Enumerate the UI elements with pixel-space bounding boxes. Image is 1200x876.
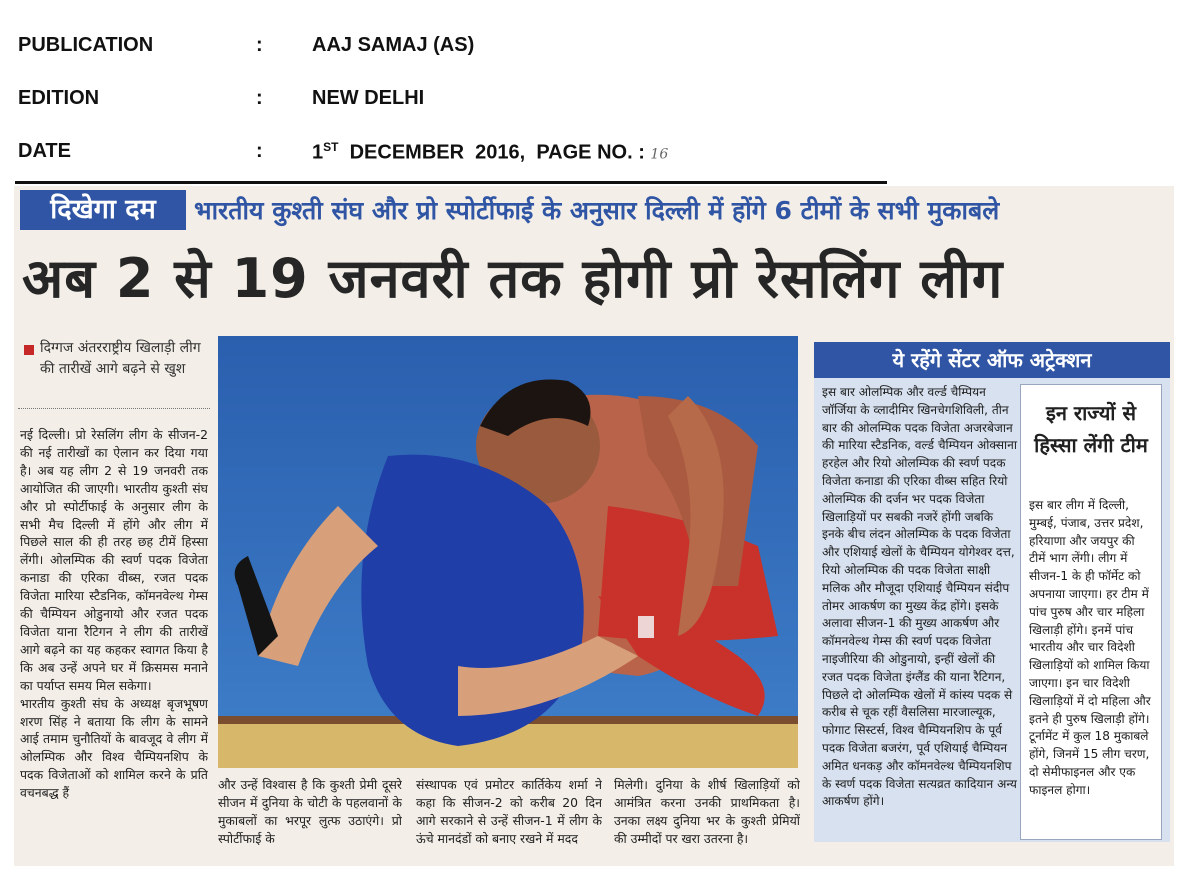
separator: : xyxy=(256,87,263,109)
date-day: 1 xyxy=(312,141,324,164)
newspaper-clipping xyxy=(14,186,1174,866)
dotted-divider xyxy=(18,408,210,409)
edition-value: NEW DELHI xyxy=(312,87,425,109)
states-box xyxy=(1020,384,1162,840)
highlight-bullet xyxy=(24,338,210,400)
edition-label: EDITION xyxy=(18,87,100,109)
body-column-1: नई दिल्ली। प्रो रेसलिंग लीग के सीजन-2 की नई तारीखों का ऐलान कर दिया गया है। अब यह लीग 2 से 19 जनवरी तक आयोजित की जाएगी। भारतीय कुश्ती संघ और प्रो स्पोर्टीफाई के अनुसार लीग के सभी मैच दिल्ली में होंगे और लीग में पिछले साल की ही तरह छह टीमें हिस्सा लेंगी। ओलम्पिक की स्वर्ण पदक विजेता कनाडा की एरिका वीब्स, रजत पदक विजेता मारिया स्टैडनिक, कॉमनवेल्थ गेम्स की चैम्पियन ओडुनायो और रजत पदक विजेता याना रैटिगन ने लीग की तारीखें आगे बढ़ने का यह कहकर स्वागत किया है कि अब उन्हें अपने घर में क्रिसमस मनाने का पर्याप्त समय मिल सकेगा। भारतीय कुश्ती संघ के अध्यक्ष बृजभूषण शरण सिंह ने बताया कि लीग के सामने आई तमाम चुनौतियों के बावजूद वे लीग में ओलम्पिक और विश्व चैम्पियनशिप के पदक विजेताओं को शामिल करने के प्रति वचनबद्ध हैं xyxy=(20,427,208,801)
attraction-sidebar xyxy=(814,342,1170,842)
states-body: इस बार लीग में दिल्ली, मुम्बई, पंजाब, उत्तर प्रदेश, हरियाणा और जयपुर की टीमें भाग लेंगी। लीग में सीजन-1 के ही फॉर्मेट को अपनाया जाएगा। हर टीम में पांच पुरुष और चार महिला खिलाड़ी होंगे। इनमें पांच भारतीय और चार विदेशी खिलाड़ियों को शामिल किया जाएगा। इन चार विदेशी खिलाड़ियों में दो महिला और इतने ही पुरुष खिलाड़ी होंगे। टूर्नामेंट में कुल 18 मुकाबले होंगे, जिनमें 15 लीग चरण, दो सेमीफाइनल और एक फाइनल होगा। xyxy=(1029,498,1151,797)
date-label: DATE xyxy=(18,140,71,162)
separator: : xyxy=(256,140,263,162)
states-title: इन राज्यों से हिस्सा लेंगी टीम xyxy=(1034,401,1148,457)
separator: : xyxy=(256,34,263,56)
page-number-handwritten: 16 xyxy=(650,146,669,163)
wrestling-photo xyxy=(218,336,798,768)
sidebar-body: इस बार ओलम्पिक और वर्ल्ड चैम्पियन जॉर्जिया के व्लादीमिर खिनचेगशिविली, तीन बार की ओलम्पिक पदक विजेता अजरबेजान की मारिया स्टैडनिक, वर्ल्ड चैम्पियन ओक्साना हरहेल और रियो ओलम्पिक की स्वर्ण पदक विजेता कनाडा की एरिका वीब्स सहित रियो ओलम्पिक की दर्जन भर पदक विजेता खिलाड़ियों पर सबकी नजरें होंगी जबकि इनके बीच लंदन ओलम्पिक के पदक विजेता और एशियाई खेलों के चैम्पियन योगेश्वर दत्त, रियो ओलम्पिक की पदक विजेता साक्षी मलिक और मौजूदा एशियाई चैम्पियन संदीप तोमर आकर्षण का मुख्य केंद्र होंगे। इसके अलावा सीजन-1 की मुख्य आकर्षण और कॉमनवेल्थ गेम्स की स्वर्ण पदक विजेता नाइजीरिया की ओडुनायो, इन्हीं खेलों की रजत पदक विजेता इंग्लैंड की याना रैटिगन, पिछले दो ओलम्पिक खेलों में कांस्य पदक से करीब से चूक रहीं वैसलिसा मारजाल्यूक, फोगाट सिस्टर्स, विश्व चैम्पियनशिप के पूर्व पदक विजेता बजरंग, पूर्व एशियाई चैम्पियन अमित धनकड़ और कॉमनवेल्थ चैम्पियनशिप के स्वर्ण पदक विजेता सत्यव्रत कादियान अन्य आकर्षण होंगे। xyxy=(822,385,1018,809)
sidebar-title: ये रहेंगे सेंटर ऑफ अट्रेक्शन xyxy=(814,342,1170,378)
body-column-3: संस्थापक एवं प्रमोटर कार्तिकेय शर्मा ने कहा कि सीजन-2 को करीब 20 दिन आगे सरकाने से उन्हें सीजन-1 में लीग के ऊंचे मानदंडों को बनाए रखने में मदद xyxy=(416,777,602,846)
date-rest: DECEMBER 2016, PAGE NO. : xyxy=(349,141,645,164)
kicker-tag: दिखेगा दम xyxy=(20,190,186,230)
body-column-4: मिलेगी। दुनिया के शीर्ष खिलाड़ियों को आमंत्रित करना उनकी प्राथमिकता है। उनका लक्ष्य दुनिया भर के कुश्ती प्रेमियों की उम्मीदों पर खरा उतरना है। xyxy=(614,777,800,846)
date-suffix: ST xyxy=(323,140,339,154)
headline: अब 2 से 19 जनवरी तक होगी प्रो रेसलिंग लीग xyxy=(22,247,1004,310)
publication-label: PUBLICATION xyxy=(18,34,154,56)
header-divider xyxy=(15,181,887,184)
publication-value: AAJ SAMAJ (AS) xyxy=(312,34,475,56)
kicker-line: भारतीय कुश्ती संघ और प्रो स्पोर्टीफाई के अनुसार दिल्ली में होंगे 6 टीमों के सभी मुकाबले xyxy=(194,196,1000,225)
wrestling-illustration xyxy=(218,336,798,768)
bullet-text: दिग्गज अंतरराष्ट्रीय खिलाड़ी लीग की तारीखें आगे बढ़ने से खुश xyxy=(40,340,201,377)
date-value xyxy=(312,140,668,165)
body-column-2: और उन्हें विश्वास है कि कुश्ती प्रेमी दूसरे सीजन में दुनिया के चोटी के पहलवानों के मुकाबलों का भरपूर लुत्फ उठाएंगे। प्रो स्पोर्टीफाई के xyxy=(218,777,402,846)
bullet-square xyxy=(24,345,34,355)
